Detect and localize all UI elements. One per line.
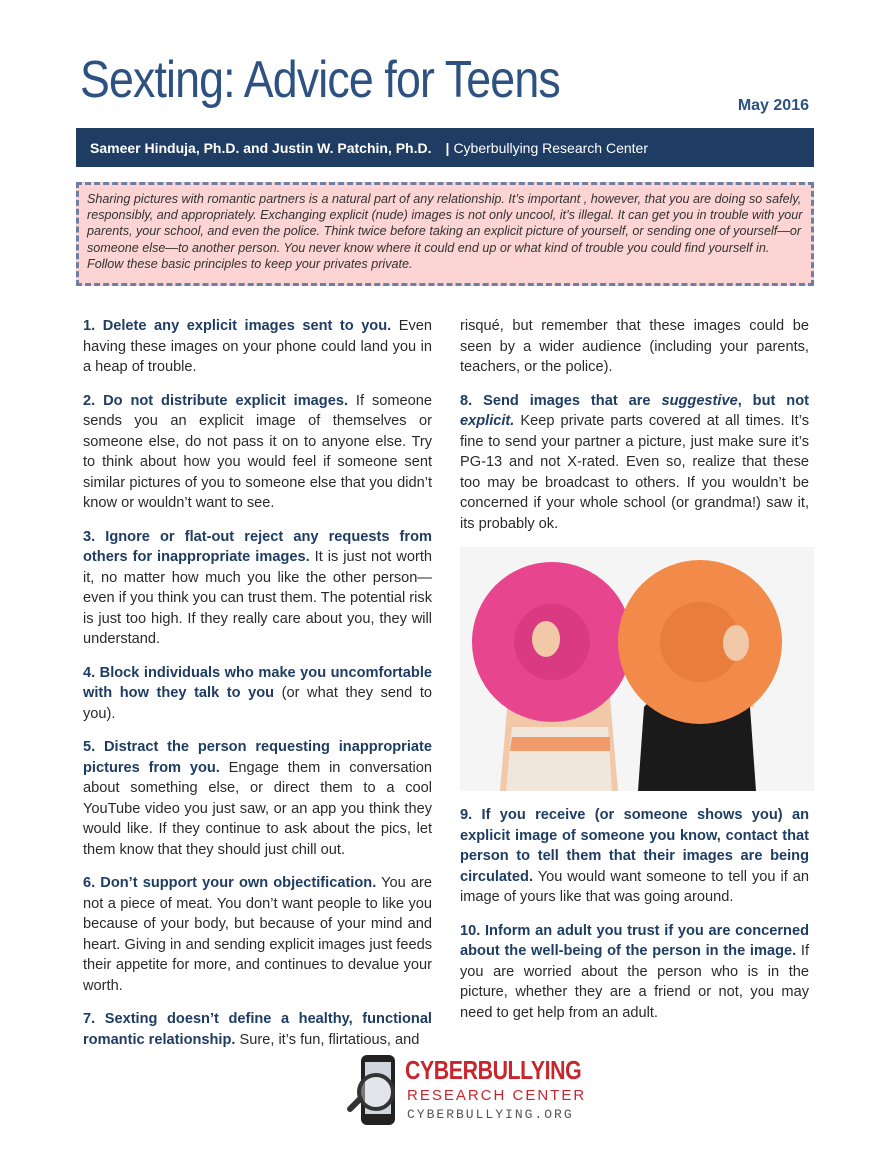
logo-url: CYBERBULLYING.ORG (407, 1107, 574, 1122)
tip-7-continuation: risqué, but remember that these images could be seen by a wider audience (including your parents, teachers, or the police). (460, 318, 809, 375)
right-column (460, 316, 809, 1036)
tip-10 (460, 921, 809, 1024)
tip-body: If someone sends you an explicit image of themselves or someone else, do not pass it on to anyone else. Try to think about how you would feel if someone sent similar pictures of you to someone else that you didn’t know or wouldn’t want to see. (83, 392, 432, 511)
tip-body: Engage them in conversation about something else, or direct them to a cool YouTube video you just saw, or an app you think they would like. If they continue to ask about the pics, let them know that they should just chill out. (83, 759, 432, 858)
tip-heading: 1. Delete any explicit images sent to you. (83, 318, 392, 334)
tip-heading: 2. Do not distribute explicit images. (83, 392, 349, 409)
tip-2 (83, 391, 432, 514)
organization-name: Cyberbullying Research Center (453, 139, 648, 156)
author-bar (76, 128, 814, 167)
tip-heading: 9. If you receive (or someone shows you) an explicit image of someone you know, contact that person to tell them that their images are being circulated. (460, 807, 809, 885)
cyberbullying-logo (343, 1053, 587, 1133)
tip-1 (83, 316, 432, 378)
logo-subtitle: RESEARCH CENTER (407, 1087, 587, 1104)
tip-body: Sure, it’s fun, flirtatious, and (235, 1031, 420, 1048)
tip-5 (83, 737, 432, 860)
tip-body: You are not a piece of meat. You don’t want people to like you because of your body, but because of your mind and heart. Giving in and sending explicit images just feeds their appetite for more, and continues to devalue your worth. (83, 875, 432, 994)
tip-emphasis: explicit. (460, 413, 515, 429)
tip-heading: 3. Ignore or flat-out reject any requests from others for inappropriate images. (83, 528, 432, 565)
tip-heading: 6. Don’t support your own objectification. (83, 875, 377, 891)
authors: Sameer Hinduja, Ph.D. and Justin W. Patchin, Ph.D. (90, 139, 432, 156)
magnifier-icon (357, 1073, 395, 1111)
tip-heading: 10. Inform an adult you trust if you are concerned about the well-being of the person in the image. (460, 922, 809, 959)
tip-8 (460, 391, 809, 535)
tip-heading: 8. Send images that are suggestive, but not explicit. (460, 392, 809, 429)
page-title: Sexting: Advice for Teens (80, 51, 560, 109)
tip-heading: 5. Distract the person requesting inappropriate pictures from you. (83, 739, 432, 776)
tip-9 (460, 805, 809, 908)
tip-emphasis: suggestive (661, 392, 738, 409)
tip-4 (83, 663, 432, 725)
tip-6 (83, 873, 432, 996)
logo-title: CYBERBULLYING (405, 1055, 582, 1085)
left-column (83, 316, 432, 1063)
tip-heading: 7. Sexting doesn’t define a healthy, functional romantic relationship. (83, 1011, 432, 1048)
photo-two-women-hats (460, 547, 814, 791)
tip-body: If you are worried about the person who is in the picture, whether they are a friend or not, you may need to get help from an adult. (460, 943, 810, 1021)
author-separator: | (445, 139, 450, 156)
tip-heading: 4. Block individuals who make you uncomfortable with how they talk to you (83, 664, 432, 701)
tip-body: You would want someone to tell you if an image of yours like that was going around. (460, 868, 809, 905)
tip-body: (or what they send to you). (83, 685, 432, 722)
hats-illustration (460, 547, 814, 791)
tip-7 (83, 1009, 432, 1050)
tip-body: Even having these images on your phone could land you in a heap of trouble. (83, 318, 432, 375)
tip-3 (83, 527, 432, 650)
tip-body: It is just not worth it, no matter how much you like the other person—even if you think you can trust them. The potential risk is just too high. If they really care about you, they will understand. (83, 549, 432, 647)
tip-body: Keep private parts covered at all times. It’s fine to send your partner a picture, just make sure it’s PG-13 and not X-rated. Even so, realize that these too may be broadcast to others. If you wouldn’t be concerned if your whole school (or grandma!) saw it, its probably ok. (460, 413, 809, 532)
intro-box: Sharing pictures with romantic partners is a natural part of any relationship. It’s important , however, that you are doing so safely, responsibly, and appropriately. Exchanging explicit (nude) images is not only uncool, it’s illegal. It can get you in trouble with your parents, your school, and even the police. Think twice before taking an explicit picture of yourself, or sending one of yourself—or someone else—to another person. You never know where it could end up or what kind of trouble you could find yourself in. Follow these basic principles to keep your privates private. (76, 182, 814, 286)
publish-date: May 2016 (737, 97, 809, 114)
